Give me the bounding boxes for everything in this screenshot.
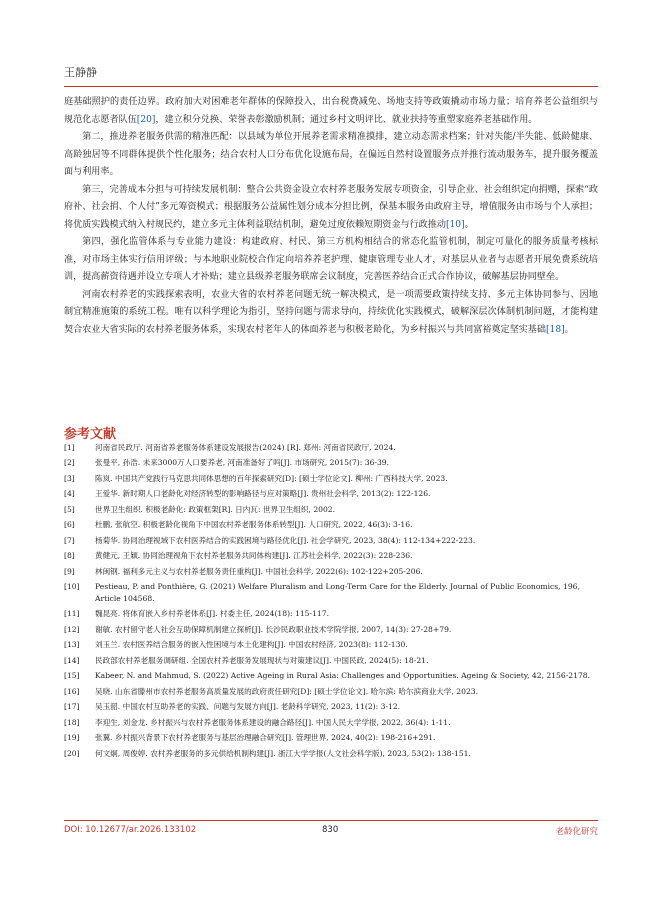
journal-name: 老龄化研究 bbox=[555, 827, 598, 837]
paragraph: 河南农村养老的实践探索表明，农业大省的农村养老问题无统一解决模式，是一项需要政策持续支持、多元主体协同参与、因地制宜精准施策的系统工程。唯有以科学理论为指引，坚持问题与需求导向，持续优化实践模式，破解深层次体制机制问题，才能构建契合农业大省实际的农村养老服务体系，实现农村老年人的体面养老与积极老龄化，为乡村振兴与共同富裕奠定坚实基础[18]。 bbox=[64, 289, 598, 335]
body-text bbox=[64, 94, 598, 339]
paragraph: 庭基础照护的责任边界。政府加大对困难老年群体的保障投入，出台税费减免、场地支持等政策撬动市场力量；培育养老公益组织与规范化志愿者队伍[20]，建立积分兑换、荣誉表彰激励机制；通过乡村文明评比、就业扶持等重塑家庭养老基础作用。 bbox=[64, 97, 598, 125]
reference-item: [15] Kabeer, N. and Mahmud, S. (2022) Active Ageing in Rural Asia: Challenges and Opportunities. Ageing & Society, 42, 2156-2178. bbox=[64, 671, 591, 681]
reference-item: [12] 谢敏. 农村留守老人社会互助保障机制建立探析[J]. 长沙民政职业技术学院学报, 2007, 14(3): 27-28+79. bbox=[64, 624, 452, 634]
footer-divider bbox=[64, 820, 598, 821]
running-header-author: 王静静 bbox=[64, 66, 97, 79]
reference-item: [17] 吴玉韶. 中国农村互助养老的实践、问题与发展方向[J]. 老龄科学研究, 2023, 11(2): 3-12. bbox=[64, 702, 401, 712]
page-number: 830 bbox=[322, 825, 339, 835]
doi-link[interactable]: DOI: 10.12677/ar.2026.133102 bbox=[64, 825, 197, 835]
citation-link[interactable]: [10] bbox=[445, 219, 465, 230]
reference-item: [16] 吴晓. 山东省滕州市农村养老服务高质量发展的政府责任研究[D]: [硕士学位论文]. 哈尔滨: 哈尔滨商业大学, 2023. bbox=[64, 686, 479, 696]
reference-item: [7] 杨菊华. 协同治理视域下农村医养结合的实践困境与路径优化[J]. 社会学研究, 2023, 38(4): 112-134+222-223. bbox=[64, 535, 476, 545]
reference-list bbox=[64, 442, 598, 763]
reference-item: [1] 河南省民政厅. 河南省养老服务体系建设发展报告(2024) [R]. 郑州: 河南省民政厅, 2024. bbox=[64, 443, 396, 452]
paragraph: 第三，完善成本分担与可持续发展机制：整合公共资金设立农村养老服务发展专项资金，引导企业、社会组织定向捐赠，探索“政府补、社会捐、个人付”多元筹资模式；根据服务公益属性划分成本分担比例，保基本服务由政府主导，增值服务由市场与个人承担；将优质实践模式纳入村规民约，建立多元主体利益联结机制，避免过度依赖短期资金与行政推动[10]。 bbox=[64, 184, 598, 230]
paragraph: 第二，推进养老服务供需的精准匹配：以县域为单位开展养老需求精准摸排，建立动态需求档案；针对失能/半失能、低龄健康、高龄独居等不同群体提供个性化服务；结合农村人口分布优化设施布局，在偏远自然村设置服务点并推行流动服务车，提升服务覆盖面与利用率。 bbox=[64, 132, 598, 177]
reference-item: [2] 张曼平, 孙浩. 未来3000万人口要养老, 河南准备好了吗[J]. 市场研究, 2015(7): 36-39. bbox=[64, 458, 390, 468]
references-heading: 参考文献 bbox=[64, 427, 117, 442]
reference-item: [4] 王爱华. 新时期人口老龄化对经济转型的影响路径与应对策略[J]. 贵州社会科学, 2013(2): 122-126. bbox=[64, 489, 431, 499]
reference-item: [9] 林闽钢. 福利多元主义与农村养老服务责任重构[J]. 中国社会科学, 2022(6): 102-122+205-206. bbox=[64, 566, 423, 576]
reference-item: [5] 世界卫生组织. 积极老龄化: 政策框架[R]. 日内瓦: 世界卫生组织, 2002. bbox=[64, 504, 336, 514]
header-divider bbox=[64, 86, 598, 87]
citation-link[interactable]: [18] bbox=[545, 324, 565, 335]
reference-item: [14] 民政部农村养老服务调研组. 全国农村养老服务发展现状与对策建议[J]. 中国民政, 2024(5): 18-21. bbox=[64, 655, 429, 665]
reference-item: [8] 黄健元, 王颖. 协同治理视角下农村养老服务共同体构建[J]. 江苏社会科学, 2022(3): 228-236. bbox=[64, 551, 413, 561]
reference-item: [13] 刘玉兰. 农村医养结合服务的嵌入性困境与本土化建构[J]. 中国农村经济, 2023(8): 112-130. bbox=[64, 640, 408, 650]
reference-item: [19] 张翼. 乡村振兴背景下农村养老服务与基层治理融合研究[J]. 管理世界, 2024, 40(2): 198-216+291. bbox=[64, 733, 436, 743]
reference-item: [6] 杜鹏, 张航空. 积极老龄化视角下中国农村养老服务体系转型[J]. 人口研究, 2022, 46(3): 3-16. bbox=[64, 520, 413, 530]
paragraph: 第四，强化监管体系与专业能力建设：构建政府、村民、第三方机构相结合的常态化监管机制，制定可量化的服务质量考核标准，对市场主体实行信用评级；与本地职业院校合作定向培养养老护理、健康管理专业人才，对基层从业者与志愿者开展免费系统培训，提高薪资待遇并设立专项人才补贴；建立县级养老服务联席会议制度，完善医养结合正式合作协议，破解基层协同壁垒。 bbox=[64, 237, 598, 282]
reference-item: [20] 何文炯, 周俊婷. 农村养老服务的多元供给机制构建[J]. 浙江大学学报(人文社会科学版), 2023, 53(2): 138-151. bbox=[64, 748, 471, 758]
reference-item: [18] 李迎生, 刘金龙. 乡村振兴与农村养老服务体系建设的融合路径[J]. 中国人民大学学报, 2022, 36(4): 1-11. bbox=[64, 717, 451, 727]
citation-link[interactable]: [20] bbox=[136, 114, 156, 125]
reference-item: [11] 魏昆亮. 将体育嵌入乡村养老体系[J]. 村委主任, 2024(18): 115-117. bbox=[64, 609, 329, 619]
reference-item: [3] 陈岚. 中国共产党践行马克思共同体思想的百年探索研究[D]: [硕士学位论文]. 柳州: 广西科技大学, 2023. bbox=[64, 473, 448, 483]
reference-item: [10] Pestieau, P. and Ponthière, G. (2021) Welfare Pluralism and Long-Term Care for the Elderly. Journal of Public Economics, 196, Article 104568. bbox=[64, 582, 580, 603]
